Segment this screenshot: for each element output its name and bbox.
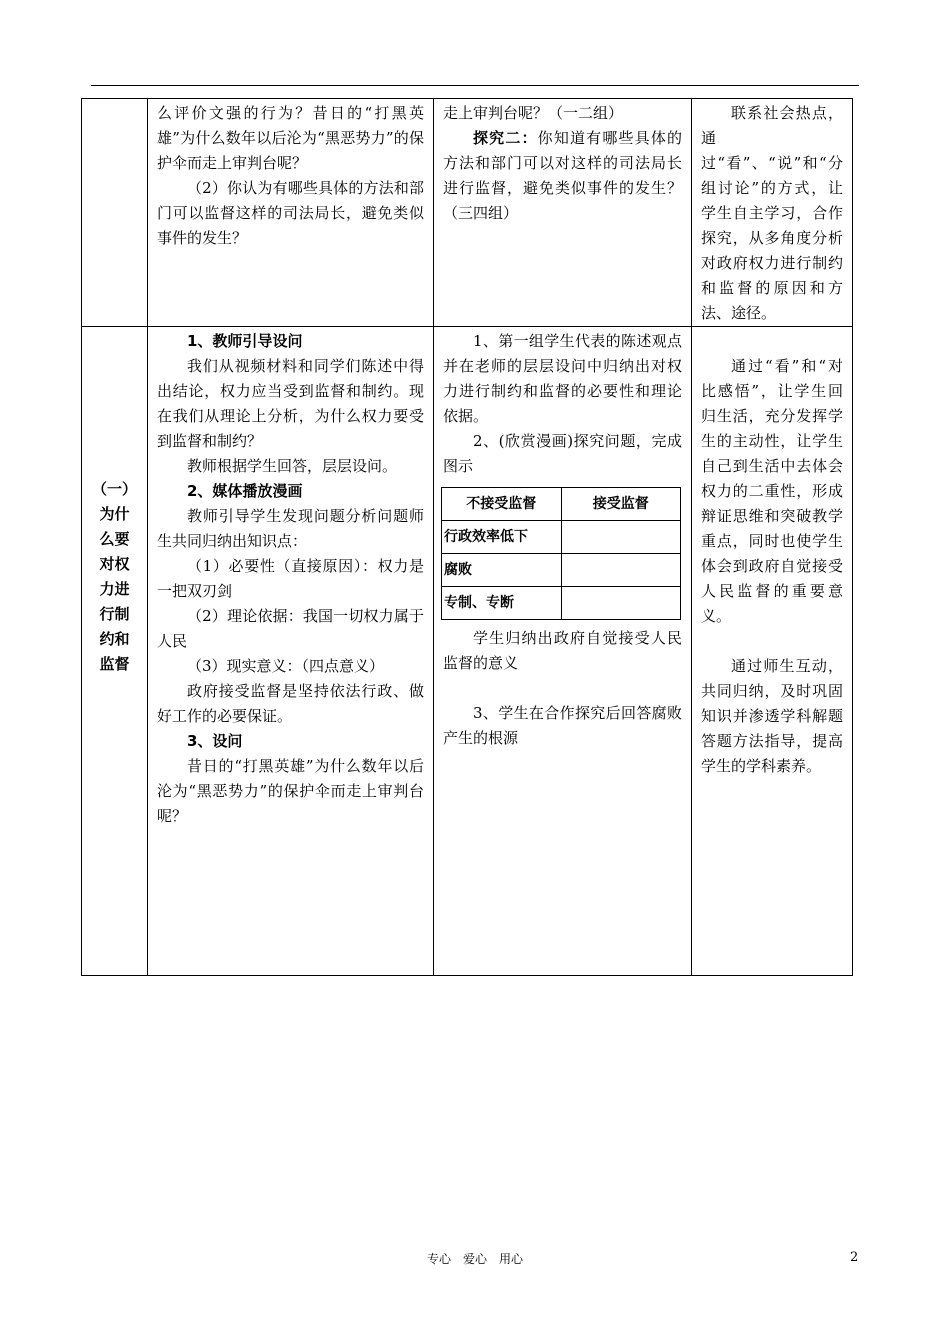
step-heading: 1、教师引导设问 [187,332,303,350]
section-label-line: 力进 [99,580,130,598]
activity-text: 走上审判台呢？（一二组） [443,104,624,122]
comparison-blank-cell [561,521,681,554]
step-text: （2）理论依据：我国一切权力属于人民 [157,607,424,650]
comparison-header: 不接受监督 [442,488,562,521]
student-activity-cell [434,327,692,976]
comparison-row [442,587,681,620]
step-text: （1）必要性（直接原因）：权力是一把双刃剑 [157,557,424,600]
footer-slogan: 专心 爱心 用心 [426,1252,523,1266]
comparison-cell: 专制、专断 [442,587,562,620]
step-text: 我们从视频材料和同学们陈述中得出结论，权力应当受到监督和制约。现在我们从理论上分析，为什么权力要受到监督和制约？ [157,357,424,450]
comparison-header: 接受监督 [561,488,681,521]
table-row [82,99,853,327]
comparison-table [441,487,681,620]
section-label-line: 行制 [99,605,130,623]
spacer [701,629,843,654]
activity-text: 学生归纳出政府自觉接受人民监督的意义 [443,629,682,672]
section-label-cell [82,327,148,976]
comparison-row [442,554,681,587]
section-label-line: 约和 [99,630,130,648]
step-text: 昔日的“打黑英雄”为什么数年以后沦为“黑恶势力”的保护伞而走上审判台呢？ [157,757,424,825]
page-number: 2 [850,1250,859,1265]
header-rule [91,85,859,86]
design-intent-cell [692,327,853,976]
comparison-blank-cell [561,587,681,620]
section-label-line: 为什 [99,505,130,523]
activity-text: 1、第一组学生代表的陈述观点并在老师的层层设问中归纳出对权力进行制约和监督的必要性和理论依据。 [443,332,682,425]
design-intent-cell [692,99,853,327]
design-text: 通过师生互动，共同归纳，及时巩固知识并渗透学科解题答题方法指导，提高学生的学科素养。 [701,657,843,775]
question-text: （2）你认为有哪些具体的方法和部门可以监督这样的司法局长，避免类似事件的发生？ [157,179,424,247]
step-heading: 2、媒体播放漫画 [187,482,303,500]
section-label-line: 么要 [99,530,130,548]
lesson-plan-table [81,98,853,976]
section-label-cell [82,99,148,327]
comparison-cell: 腐败 [442,554,562,587]
comparison-blank-cell [561,554,681,587]
step-text: （3）现实意义：（四点意义） [187,657,385,675]
spacer [701,329,843,354]
student-activity-cell [434,99,692,327]
comparison-cell: 行政效率低下 [442,521,562,554]
section-label-line: 监督 [99,655,130,673]
explore-label: 探究二： [473,129,538,147]
step-text: 教师引导学生发现问题分析问题师生共同归纳出知识点： [157,507,424,550]
design-text: 联系社会热点，通过“看”、“说”和“分组讨论”的方式，让学生自主学习，合作探究，从多角度分析对政府权力进行制约和监督的原因和方法、途径。 [701,104,843,322]
table-row [82,327,853,976]
question-cell [148,99,434,327]
activity-text: 3、学生在合作探究后回答腐败产生的根源 [443,704,682,747]
spacer [443,676,682,701]
section-label-line: （一） [91,480,137,498]
step-heading: 3、设问 [187,732,243,750]
question-text: 么评价文强的行为？昔日的“打黑英雄”为什么数年以后沦为“黑恶势力”的保护伞而走上审判台呢？ [157,104,424,172]
comparison-row [442,521,681,554]
step-text: 教师根据学生回答，层层设问。 [187,457,398,475]
teacher-activity-cell [148,327,434,976]
step-text: 政府接受监督是坚持依法行政、做好工作的必要保证。 [157,682,424,725]
explore-text: 你知道有哪些具体的方法和部门可以对这样的司法局长进行监督，避免类似事件的发生？（三四组） [443,129,682,222]
activity-text [443,126,682,226]
design-text: 通过“看”和“对比感悟”，让学生回归生活，充分发挥学生的主动性，让学生自己到生活中去体会权力的二重性，形成辩证思维和突破教学重点，同时也使学生体会到政府自觉接受人民监督的重要意义。 [701,357,843,625]
activity-text: 2、(欣赏漫画)探究问题，完成图示 [443,432,682,475]
section-label-line: 对权 [99,555,130,573]
comparison-header-row [442,488,681,521]
